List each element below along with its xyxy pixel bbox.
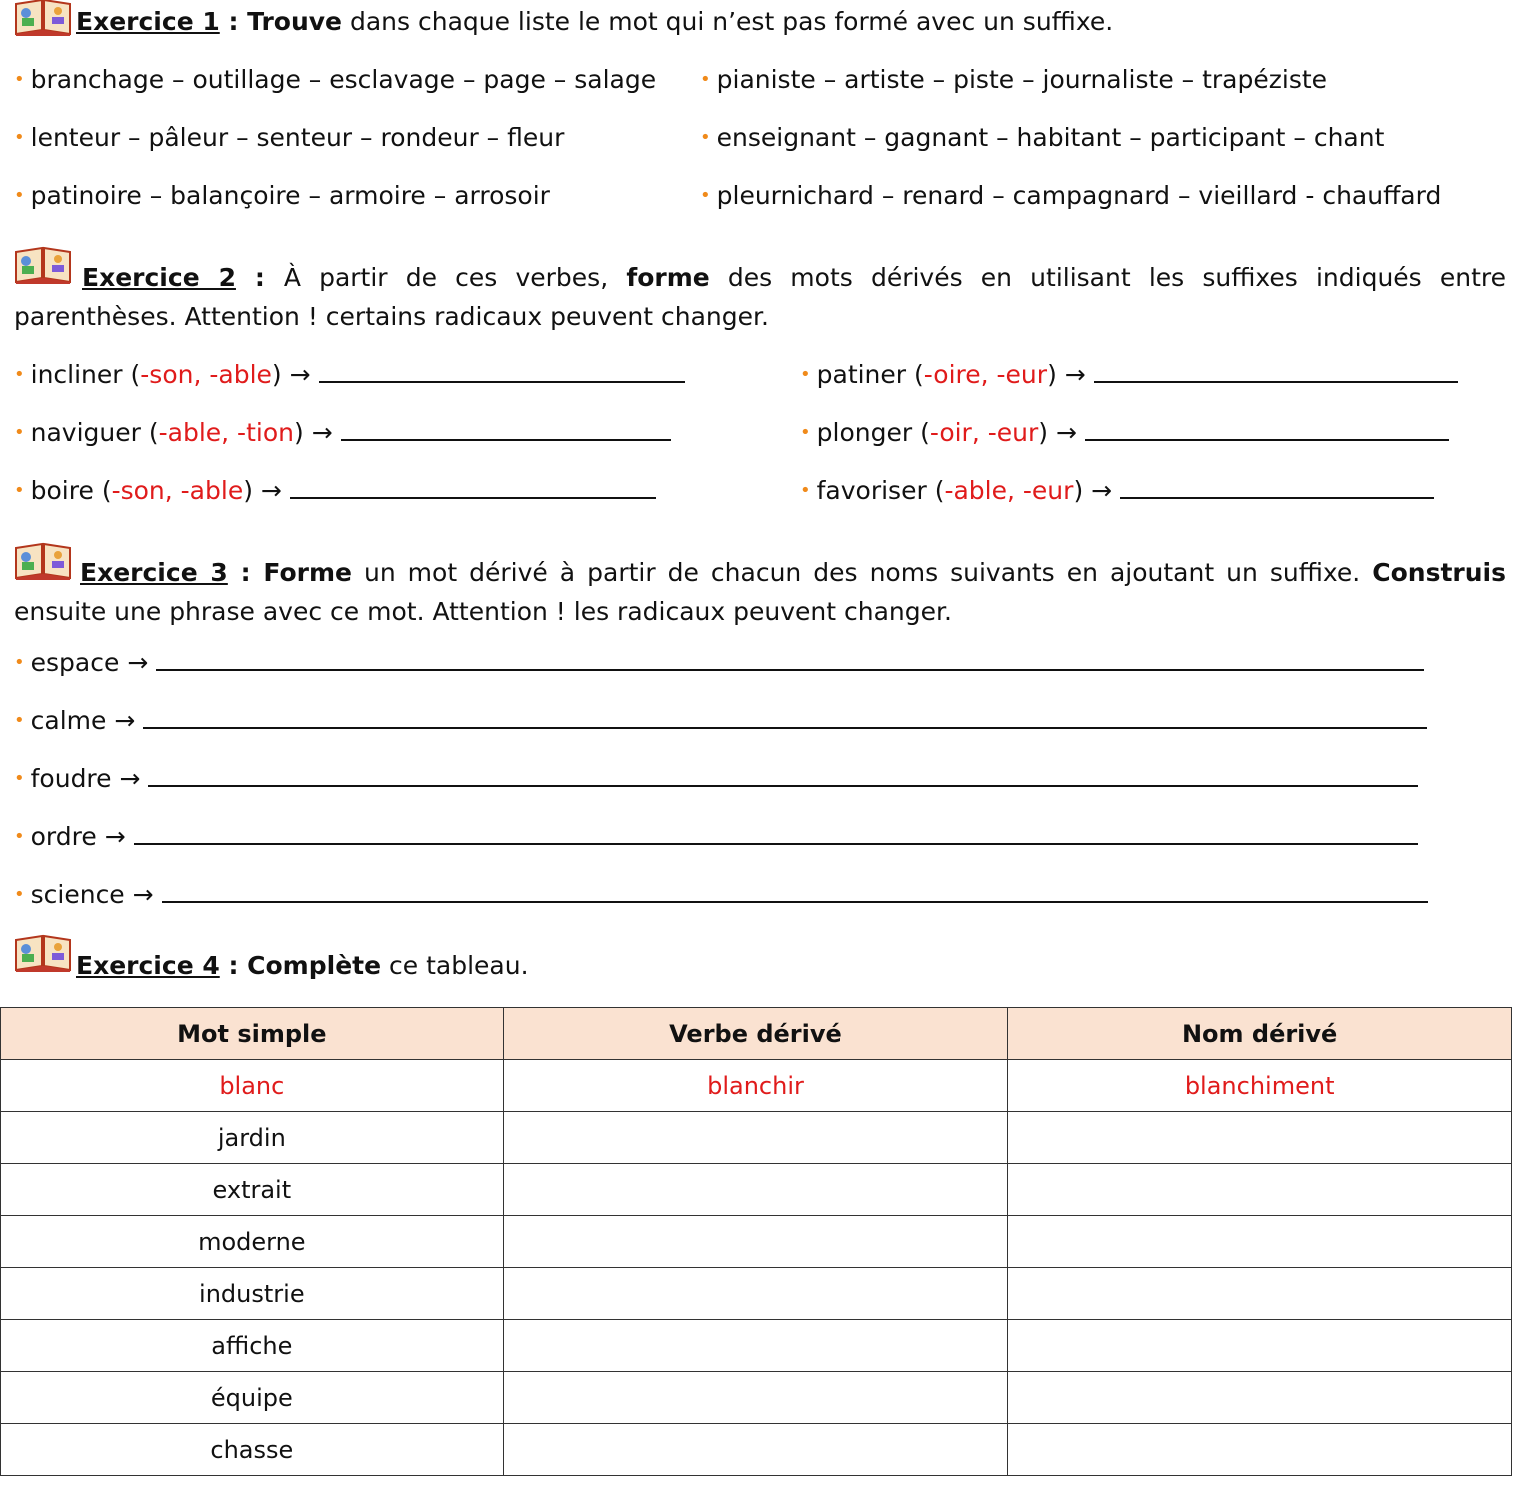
example-cell: blanchir: [503, 1060, 1008, 1112]
exercise-1-title: Exercice 1: [76, 7, 220, 36]
table-row: [1, 1060, 1512, 1112]
verb-answer-cell[interactable]: [503, 1268, 1008, 1320]
noun-answer-cell[interactable]: [1008, 1112, 1512, 1164]
answer-blank[interactable]: [134, 821, 1418, 845]
example-cell: blanc: [1, 1060, 504, 1112]
table-header-row: [1, 1008, 1512, 1060]
exercise-4-verb: Complète: [247, 951, 382, 980]
answer-blank[interactable]: [143, 705, 1427, 729]
list-item: • lenteur – pâleur – senteur – rondeur – fleur: [14, 123, 565, 152]
noun-answer-cell[interactable]: [1008, 1164, 1512, 1216]
column-header: Mot simple: [1, 1008, 504, 1060]
table-row: [1, 1320, 1512, 1372]
verb-answer-cell[interactable]: [503, 1112, 1008, 1164]
book-icon: [14, 244, 72, 284]
answer-blank[interactable]: [290, 475, 656, 499]
verb-item: • patiner (-oire, -eur) →: [800, 359, 1458, 394]
verb-answer-cell[interactable]: [503, 1320, 1008, 1372]
exercise-3-instruction: ensuite une phrase avec ce mot. Attention ! les radicaux peuvent changer.: [14, 597, 952, 626]
simple-word-cell: moderne: [1, 1216, 504, 1268]
noun-item: • calme →: [14, 705, 1427, 740]
verb-answer-cell[interactable]: [503, 1424, 1008, 1476]
noun-item: • foudre →: [14, 763, 1418, 798]
exercise-2-title: Exercice 2: [82, 263, 236, 292]
table-row: [1, 1424, 1512, 1476]
table-row: [1, 1372, 1512, 1424]
simple-word-cell: chasse: [1, 1424, 504, 1476]
exercise-2-heading: Exercice 2 : À partir de ces verbes, forme des mots dérivés en utilisant les suffixes indiqués entre: [82, 263, 1506, 292]
answer-blank[interactable]: [319, 359, 685, 383]
noun-answer-cell[interactable]: [1008, 1424, 1512, 1476]
simple-word-cell: équipe: [1, 1372, 504, 1424]
exercise-4-title: Exercice 4: [76, 951, 220, 980]
answer-blank[interactable]: [162, 879, 1428, 903]
simple-word-cell: affiche: [1, 1320, 504, 1372]
exercise-3-heading: Exercice 3 : Forme un mot dérivé à partir de chacun des noms suivants en ajoutant un suffixe. Construis: [80, 558, 1507, 587]
simple-word-cell: industrie: [1, 1268, 504, 1320]
exercise-3-title: Exercice 3: [80, 558, 228, 587]
simple-word-cell: jardin: [1, 1112, 504, 1164]
verb-item: • favoriser (-able, -eur) →: [800, 475, 1434, 510]
book-icon: [14, 0, 72, 36]
list-item: • enseignant – gagnant – habitant – participant – chant: [700, 123, 1385, 152]
noun-answer-cell[interactable]: [1008, 1372, 1512, 1424]
exercise-1-heading: Exercice 1 : Trouve dans chaque liste le mot qui n’est pas formé avec un suffixe.: [76, 7, 1114, 36]
column-header: Verbe dérivé: [503, 1008, 1008, 1060]
table-row: [1, 1216, 1512, 1268]
answer-blank[interactable]: [1120, 475, 1434, 499]
column-header: Nom dérivé: [1008, 1008, 1512, 1060]
noun-item: • ordre →: [14, 821, 1418, 856]
exercise-1-instruction: dans chaque liste le mot qui n’est pas formé avec un suffixe.: [342, 7, 1114, 36]
exercise-2-instruction: parenthèses. Attention ! certains radicaux peuvent changer.: [14, 302, 769, 331]
exercise-3-verb: Forme: [263, 558, 352, 587]
list-item: • patinoire – balançoire – armoire – arrosoir: [14, 181, 550, 210]
verb-answer-cell[interactable]: [503, 1216, 1008, 1268]
verb-answer-cell[interactable]: [503, 1164, 1008, 1216]
book-icon: [14, 932, 72, 972]
exercise-1-verb: Trouve: [247, 7, 343, 36]
noun-answer-cell[interactable]: [1008, 1320, 1512, 1372]
answer-blank[interactable]: [156, 647, 1424, 671]
verb-item: • naviguer (-able, -tion) →: [14, 417, 671, 452]
answer-blank[interactable]: [148, 763, 1418, 787]
list-item: • branchage – outillage – esclavage – page – salage: [14, 65, 657, 94]
answer-blank[interactable]: [1094, 359, 1458, 383]
verb-item: • plonger (-oir, -eur) →: [800, 417, 1449, 452]
answer-blank[interactable]: [1085, 417, 1449, 441]
book-icon: [14, 540, 72, 580]
list-item: • pianiste – artiste – piste – journaliste – trapéziste: [700, 65, 1328, 94]
verb-item: • boire (-son, -able) →: [14, 475, 656, 510]
noun-item: • science →: [14, 879, 1428, 914]
answer-blank[interactable]: [341, 417, 671, 441]
exercise-4-heading: Exercice 4 : Complète ce tableau.: [76, 951, 529, 980]
exercise-2-verb: forme: [626, 263, 710, 292]
simple-word-cell: extrait: [1, 1164, 504, 1216]
verb-item: • incliner (-son, -able) →: [14, 359, 685, 394]
noun-item: • espace →: [14, 647, 1424, 682]
table-row: [1, 1112, 1512, 1164]
derivation-table: [0, 1007, 1512, 1476]
list-item: • pleurnichard – renard – campagnard – vieillard - chauffard: [700, 181, 1442, 210]
verb-answer-cell[interactable]: [503, 1372, 1008, 1424]
noun-answer-cell[interactable]: [1008, 1268, 1512, 1320]
example-cell: blanchiment: [1008, 1060, 1512, 1112]
table-row: [1, 1268, 1512, 1320]
table-row: [1, 1164, 1512, 1216]
noun-answer-cell[interactable]: [1008, 1216, 1512, 1268]
